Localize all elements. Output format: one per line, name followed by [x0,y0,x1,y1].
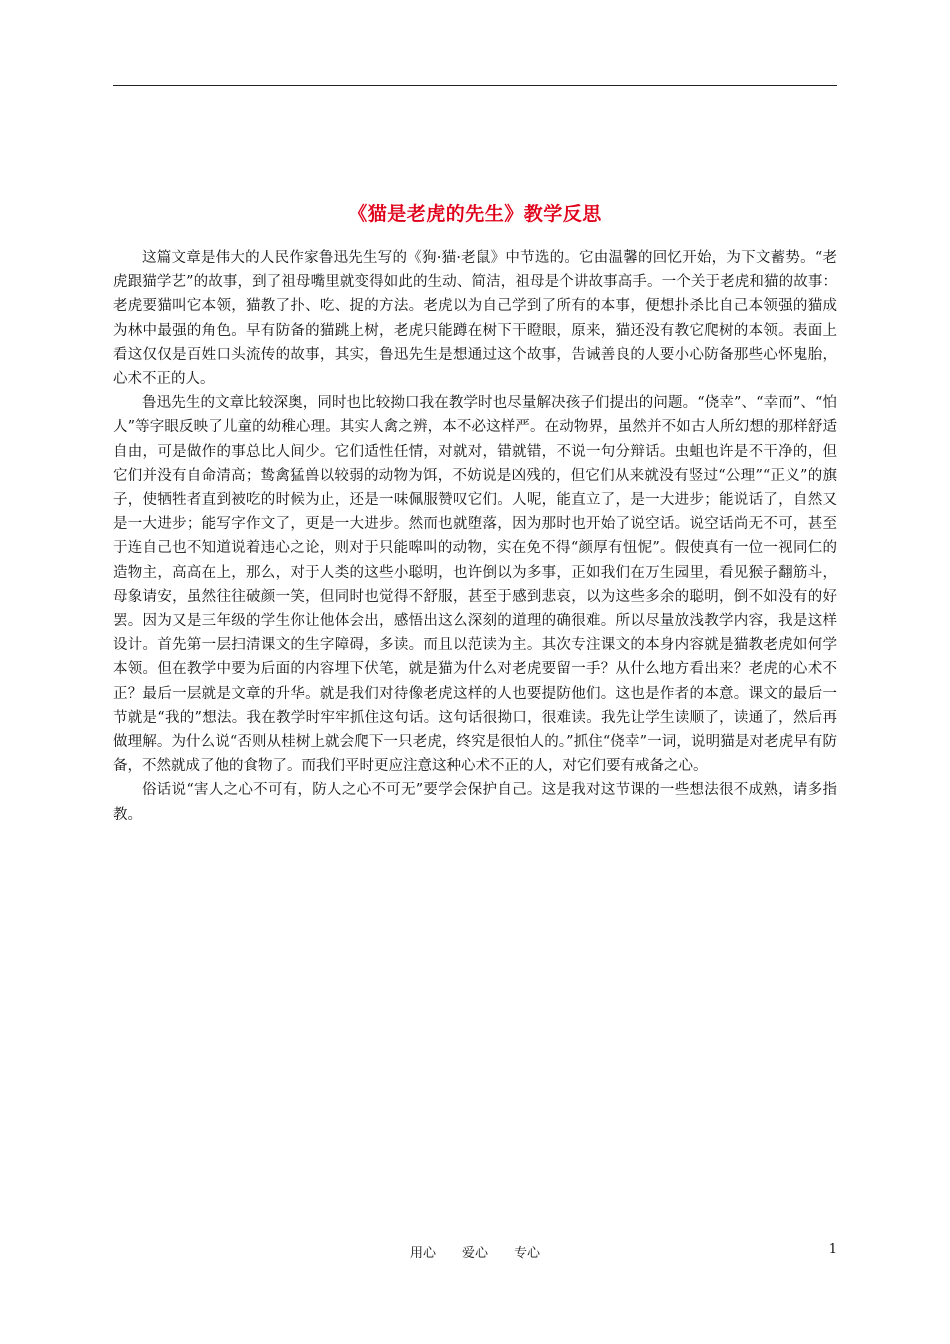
header-rule [113,85,837,86]
document-body [113,246,837,827]
document-title: 《猫是老虎的先生》教学反思 [348,203,602,225]
paragraph-2: 鲁迅先生的文章比较深奥，同时也比较拗口我在教学时也尽量解决孩子们提出的问题。“侥幸”、“幸而”、“怕人”等字眼反映了儿童的幼稚心理。其实人禽之辨，本不必这样严。在动物界，虽然并不如古人所幻想的那样舒适自由，可是做作的事总比人间少。它们适性任情，对就对，错就错，不说一句分辩话。虫蛆也许是不干净的，但它们并没有自命清高；鸷禽猛兽以较弱的动物为饵，不妨说是凶残的，但它们从来就没有竖过“公理”“正义”的旗子，使牺牲者直到被吃的时候为止，还是一味佩服赞叹它们。人呢，能直立了，是一大进步；能说话了，自然又是一大进步；能写字作文了，更是一大进步。然而也就堕落，因为那时也开始了说空话。说空话尚无不可，甚至于连自己也不知道说着违心之论，则对于只能嗥叫的动物，实在免不得“颜厚有忸怩”。假使真有一位一视同仁的造物主，高高在上，那么，对于人类的这些小聪明，也许倒以为多事，正如我们在万生园里，看见猴子翻筋斗，母象请安，虽然往往破颜一笑，但同时也觉得不舒服，甚至于感到悲哀，以为这些多余的聪明，倒不如没有的好罢。因为又是三年级的学生你让他体会出，感悟出这么深刻的道理的确很难。所以尽量放浅教学内容，我是这样设计。首先第一层扫清课文的生字障碍，多读。而且以范读为主。其次专注课文的本身内容就是猫教老虎如何学本领。但在教学中要为后面的内容埋下伏笔，就是猫为什么对老虎要留一手？从什么地方看出来？老虎的心术不正？最后一层就是文章的升华。就是我们对待像老虎这样的人也要提防他们。这也是作者的本意。课文的最后一节就是“我的”想法。我在教学时牢牢抓住这句话。这句话很拗口，很难读。我先让学生读顺了，读通了，然后再做理解。为什么说“否则从桂树上就会爬下一只老虎，终究是很怕人的。”抓住“侥幸”一词，说明猫是对老虎早有防备，不然就成了他的食物了。而我们平时更应注意这种心术不正的人，对它们要有戒备之心。 [113,395,837,775]
paragraph-3: 俗话说“害人之心不可有，防人之心不可无”要学会保护自己。这是我对这节课的一些想法很不成熟，请多指教。 [113,782,837,823]
page-number: 1 [828,1242,837,1257]
paragraph-1: 这篇文章是伟大的人民作家鲁迅先生写的《狗·猫·老鼠》中节选的。它由温馨的回忆开始，为下文蓄势。“老虎跟猫学艺”的故事，到了祖母嘴里就变得如此的生动、简洁，祖母是个讲故事高手。一个关于老虎和猫的故事：老虎要猫叫它本领，猫教了扑、吃、捉的方法。老虎以为自己学到了所有的本事，便想扑杀比自己本领强的猫成为林中最强的角色。早有防备的猫跳上树，老虎只能蹲在树下干瞪眼，原来，猫还没有教它爬树的本领。表面上看这仅仅是百姓口头流传的故事，其实，鲁迅先生是想通过这个故事，告诫善良的人要小心防备那些心怀鬼胎，心术不正的人。 [113,250,837,388]
footer-slogan: 用心 爱心 专心 [409,1246,540,1261]
